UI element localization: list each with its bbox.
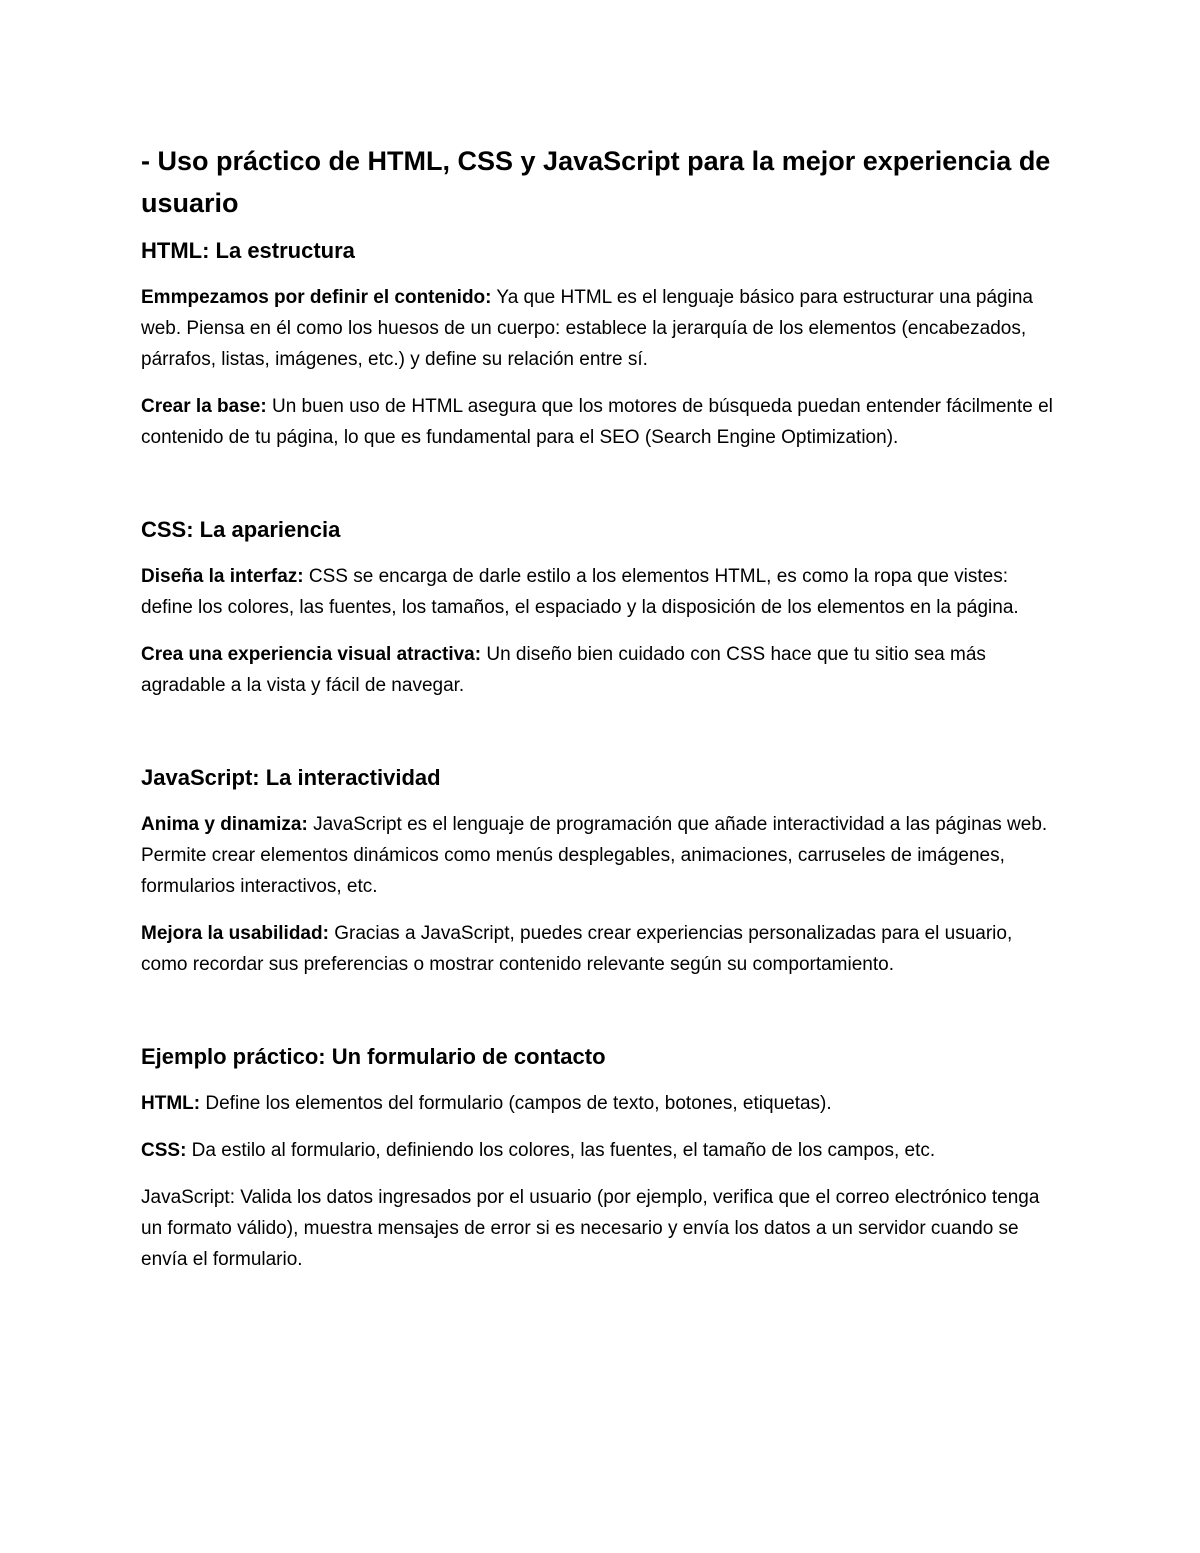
paragraph-text: Gracias a JavaScript, puedes crear experiencias personalizadas para el usuario, como recordar sus preferencias o mostrar contenido relevante según su comportamiento. (141, 923, 1013, 975)
paragraph-text: Un diseño bien cuidado con CSS hace que tu sitio sea más agradable a la vista y fácil de navegar. (141, 644, 986, 696)
section-heading-html: HTML: La estructura (141, 238, 355, 263)
paragraph (141, 1182, 1061, 1275)
section-spacer (141, 717, 1061, 763)
document-title: - Uso práctico de HTML, CSS y JavaScript para la mejor experiencia de usuario (141, 146, 1051, 218)
paragraph-lead: Anima y dinamiza: (141, 814, 308, 835)
paragraph-text: CSS se encarga de darle estilo a los elementos HTML, es como la ropa que vistes: define los colores, las fuentes, los tamaños, el espaciado y la disposición de los elementos en la página. (141, 566, 1019, 618)
paragraph-lead: Crea una experiencia visual atractiva: (141, 644, 482, 665)
section-heading-example: Ejemplo práctico: Un formulario de contacto (141, 1044, 606, 1069)
paragraph-text: JavaScript es el lenguaje de programación que añade interactividad a las páginas web. Permite crear elementos dinámicos como menús desplegables, animaciones, carruseles de imágenes, formularios interactivos, etc. (141, 814, 1048, 897)
paragraph-lead: Emmpezamos por definir el contenido: (141, 287, 492, 308)
paragraph-lead: Diseña la interfaz: (141, 566, 304, 587)
paragraph (141, 809, 1061, 902)
paragraph (141, 639, 1061, 701)
section-spacer (141, 996, 1061, 1042)
paragraph-lead: Crear la base: (141, 396, 267, 417)
paragraph-text: Un buen uso de HTML asegura que los motores de búsqueda puedan entender fácilmente el contenido de tu página, lo que es fundamental para el SEO (Search Engine Optimization). (141, 396, 1053, 448)
paragraph (141, 561, 1061, 623)
paragraph-text: JavaScript: Valida los datos ingresados por el usuario (por ejemplo, verifica que el correo electrónico tenga un formato válido), muestra mensajes de error si es necesario y envía los datos a un servidor cuando se envía el formulario. (141, 1187, 1040, 1270)
paragraph-text: Da estilo al formulario, definiendo los colores, las fuentes, el tamaño de los campos, etc. (186, 1140, 936, 1161)
paragraph-lead: HTML: (141, 1093, 201, 1114)
section-heading-css: CSS: La apariencia (141, 517, 341, 542)
document-page (141, 140, 1061, 1291)
section-heading-javascript: JavaScript: La interactividad (141, 765, 441, 790)
paragraph-lead: CSS: (141, 1140, 187, 1161)
paragraph-text: Ya que HTML es el lenguaje básico para estructurar una página web. Piensa en él como los huesos de un cuerpo: establece la jerarquía de los elementos (encabezados, párrafos, listas, imágenes, etc.) y define su relación entre sí. (141, 287, 1033, 370)
paragraph-lead: Mejora la usabilidad: (141, 923, 329, 944)
section-spacer (141, 469, 1061, 515)
paragraph (141, 1088, 1061, 1119)
paragraph (141, 391, 1061, 453)
paragraph-text: Define los elementos del formulario (campos de texto, botones, etiquetas). (200, 1093, 832, 1114)
paragraph (141, 918, 1061, 980)
paragraph (141, 1135, 1061, 1166)
paragraph (141, 282, 1061, 375)
